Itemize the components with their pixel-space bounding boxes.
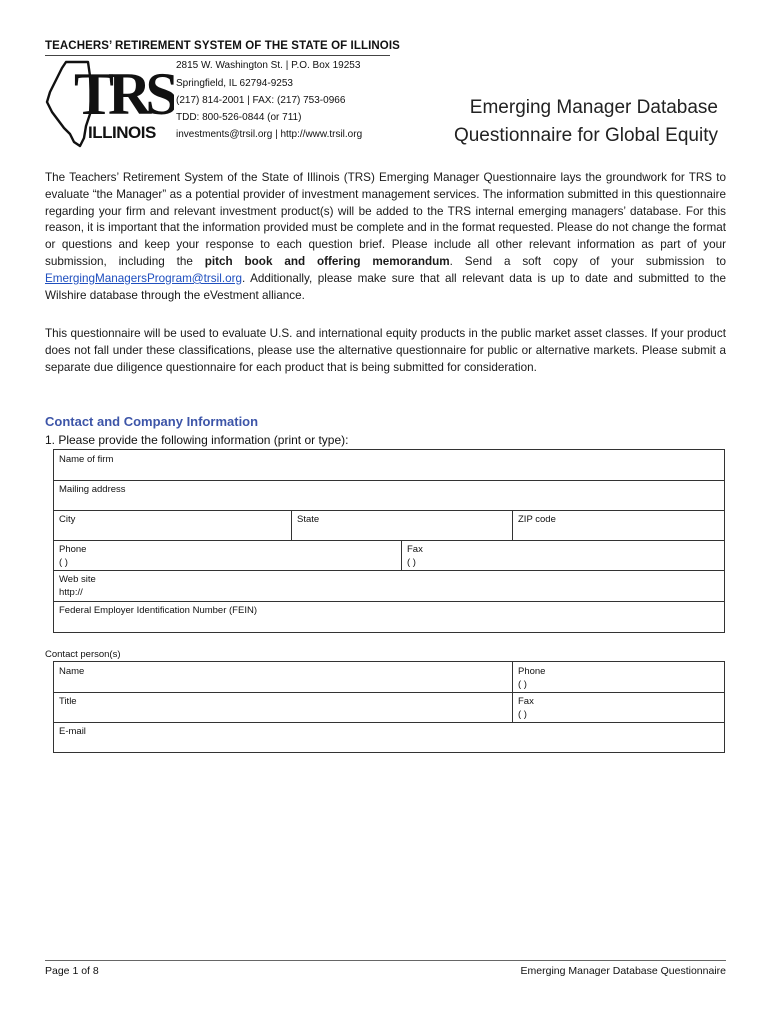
page-number: Page 1 of 8 bbox=[45, 965, 99, 977]
footer-divider bbox=[45, 960, 726, 961]
contact-fax-area-code: ( ) bbox=[518, 709, 527, 720]
fein-field[interactable] bbox=[54, 601, 724, 633]
fax-field[interactable] bbox=[401, 540, 724, 570]
phone-label: Phone bbox=[59, 544, 87, 555]
contact-name-phone-row bbox=[54, 662, 724, 693]
phone-line: (217) 814-2001 | FAX: (217) 753-0966 bbox=[176, 95, 346, 106]
intro-text: The Teachers’ Retirement System of the State of Illinois (TRS) Emerging Manager Questionnaire lays the groundwork for TRS to evaluate “the Manager” as a potential provider of investment management services. The information submitted in this questionnaire regarding your firm and relevant investment product(s) will be added to the TRS internal emerging managers’ database. For this reason, it is important that the information provided must be complete and in the format requested. Please do not change the format or questions and keep your response to each question brief. Please include all other relevant information as part of your submission, including the bbox=[45, 171, 726, 268]
address-line: Springfield, IL 62794-9253 bbox=[176, 78, 293, 89]
contact-person-form bbox=[53, 661, 725, 753]
contact-fax-field[interactable] bbox=[512, 692, 724, 722]
contact-fax-label: Fax bbox=[518, 696, 534, 707]
city-label: City bbox=[59, 514, 76, 525]
mailing-address-field[interactable] bbox=[54, 480, 724, 511]
city-field[interactable] bbox=[54, 510, 291, 540]
submission-email-link[interactable]: EmergingManagersProgram@trsil.org bbox=[45, 271, 242, 285]
title-line-1: Emerging Manager Database bbox=[469, 97, 718, 118]
contact-persons-label: Contact person(s) bbox=[45, 649, 121, 660]
intro-bold-text: pitch book and offering memorandum bbox=[204, 254, 450, 268]
organization-name: TEACHERS’ RETIREMENT SYSTEM OF THE STATE OF ILLINOIS bbox=[45, 40, 400, 52]
question-1: 1. Please provide the following information (print or type): bbox=[45, 433, 349, 447]
intro-text: . Additionally, please make sure that all relevant data is up to date and submitted to the Wilshire database through the eVestment alliance. bbox=[45, 271, 726, 302]
firm-name-label: Name of firm bbox=[59, 454, 114, 465]
contact-phone-label: Phone bbox=[518, 666, 546, 677]
company-info-form bbox=[53, 449, 725, 633]
state-field[interactable] bbox=[291, 510, 512, 540]
website-field[interactable] bbox=[54, 570, 724, 602]
title-line-2: Questionnaire for Global Equity bbox=[453, 125, 718, 146]
footer-document-name: Emerging Manager Database Questionnaire bbox=[520, 965, 726, 977]
website-prefix: http:// bbox=[59, 587, 83, 598]
mailing-address-label: Mailing address bbox=[59, 484, 126, 495]
zip-field[interactable] bbox=[512, 510, 724, 540]
city-state-zip-row bbox=[54, 510, 724, 541]
contact-title-label: Title bbox=[59, 696, 77, 707]
contact-name-field[interactable] bbox=[54, 662, 512, 692]
phone-area-code: ( ) bbox=[59, 557, 68, 568]
firm-name-field[interactable] bbox=[54, 450, 724, 481]
logo-word: ILLINOIS bbox=[88, 123, 156, 142]
fax-area-code: ( ) bbox=[407, 557, 416, 568]
contact-phone-field[interactable] bbox=[512, 662, 724, 692]
state-label: State bbox=[297, 514, 320, 525]
intro-paragraph bbox=[45, 170, 726, 304]
intro-text: . Send a soft copy of your submission to bbox=[449, 254, 726, 268]
scope-paragraph: This questionnaire will be used to evaluate U.S. and international equity products in the public market asset classes. If your product does not fall under these classifications, please use the alternative questionnaire for public or alternative markets. Please submit a separate due diligence questionnaire for each product that is being submitted for consideration. bbox=[45, 327, 726, 374]
fein-label: Federal Employer Identification Number (FEIN) bbox=[59, 605, 257, 616]
contact-title-fax-row bbox=[54, 692, 724, 723]
document-title bbox=[400, 94, 718, 150]
contact-phone-area-code: ( ) bbox=[518, 679, 527, 690]
contact-line: investments@trsil.org | http://www.trsil.org bbox=[176, 129, 363, 140]
contact-title-field[interactable] bbox=[54, 692, 512, 722]
address-line: 2815 W. Washington St. | P.O. Box 19253 bbox=[176, 60, 361, 71]
section-heading: Contact and Company Information bbox=[45, 414, 259, 429]
contact-email-field[interactable] bbox=[54, 722, 724, 753]
phone-field[interactable] bbox=[54, 540, 401, 570]
phone-fax-row bbox=[54, 540, 724, 571]
website-label: Web site bbox=[59, 574, 96, 585]
logo-letters: TRS bbox=[74, 61, 173, 127]
fax-label: Fax bbox=[407, 544, 423, 555]
tdd-line: TDD: 800-526-0844 (or 711) bbox=[176, 112, 302, 123]
contact-name-label: Name bbox=[59, 666, 85, 677]
zip-label: ZIP code bbox=[518, 514, 556, 525]
contact-email-label: E-mail bbox=[59, 726, 86, 737]
